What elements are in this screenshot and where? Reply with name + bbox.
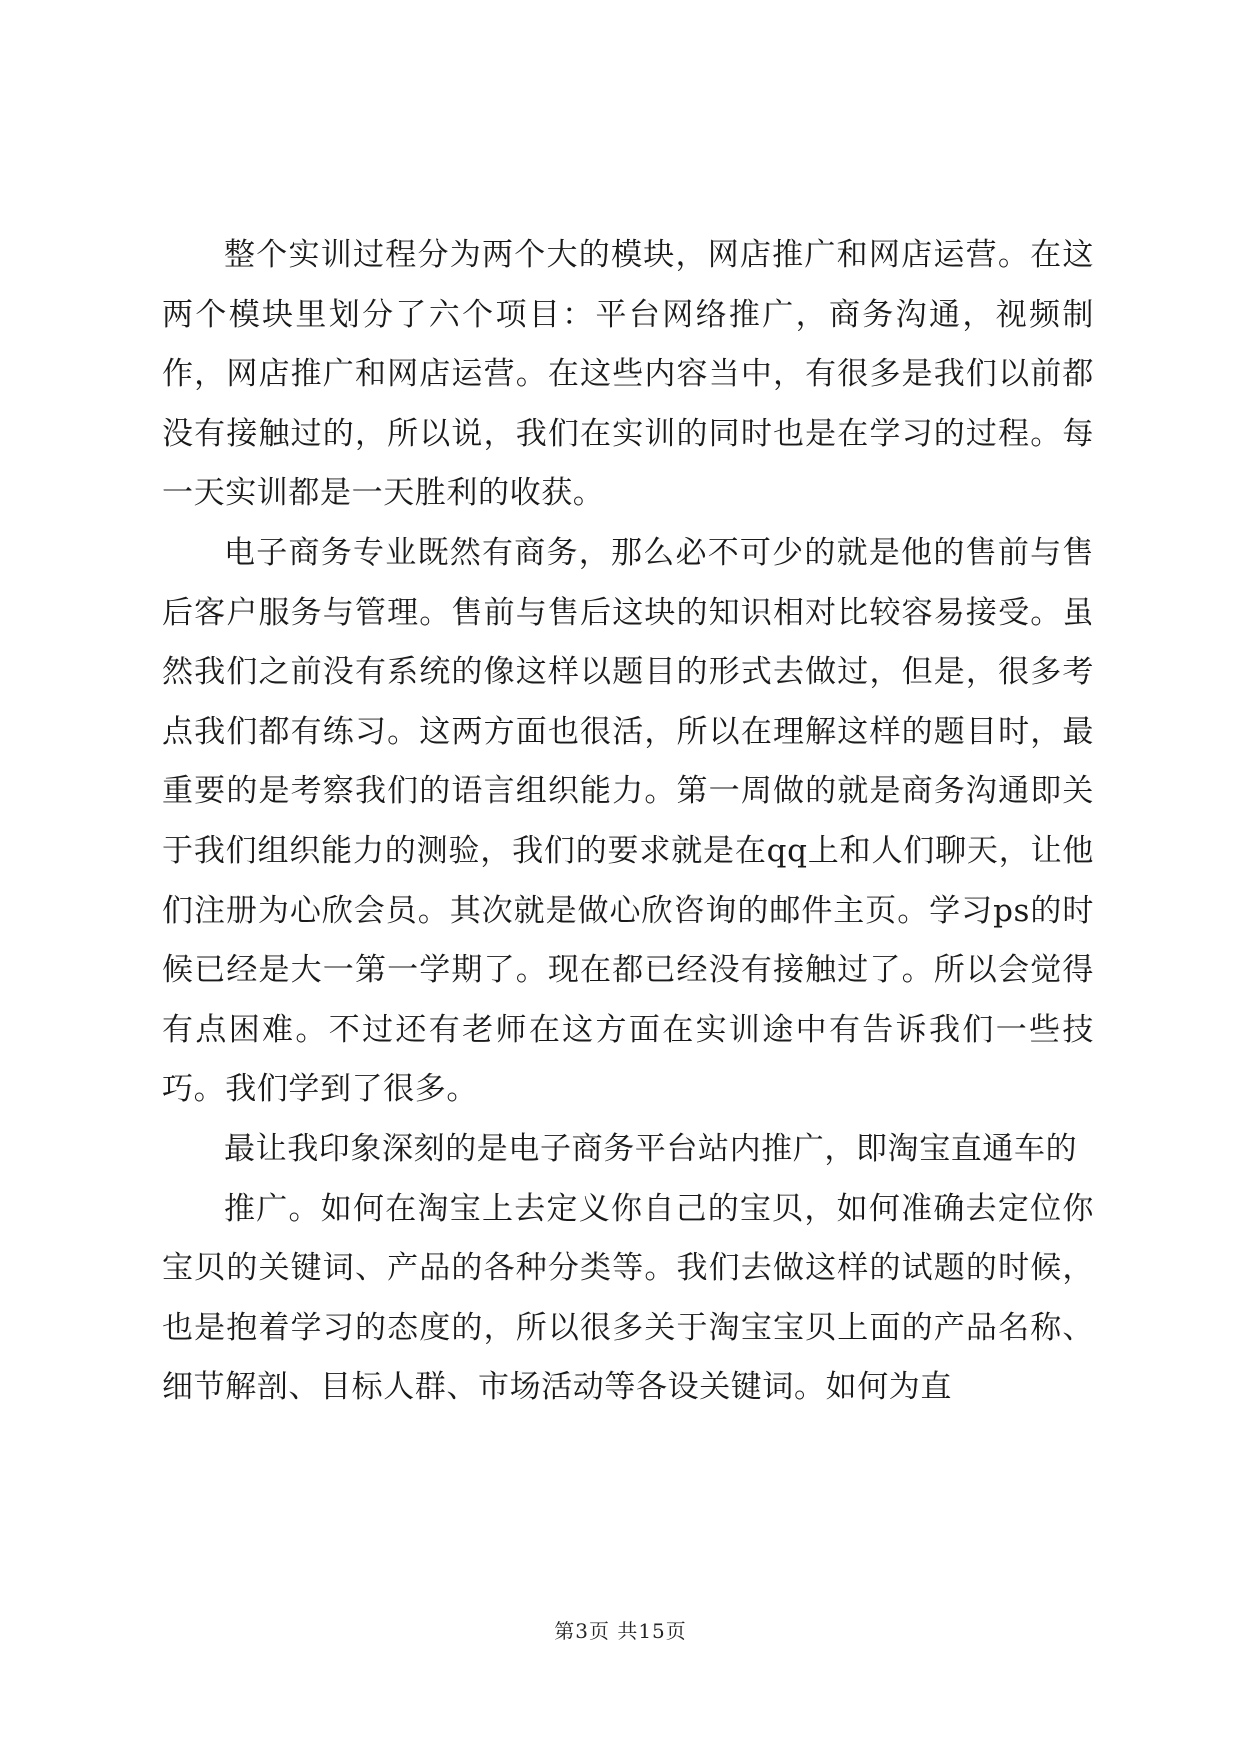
body-text — [162, 226, 1094, 1418]
paragraph-3: 最让我印象深刻的是电子商务平台站内推广，即淘宝直通车的 — [224, 1130, 1078, 1167]
paragraph-1: 整个实训过程分为两个大的模块，网店推广和网店运营。在这两个模块里划分了六个项目：平台网络推广，商务沟通，视频制作，网店推广和网店运营。在这些内容当中，有很多是我们以前都没有接触过的，所以说，我们在实训的同时也是在学习的过程。每一天实训都是一天胜利的收获。 — [162, 237, 1094, 512]
paragraph-4: 推广。如何在淘宝上去定义你自己的宝贝，如何准确去定位你宝贝的关键词、产品的各种分类等。我们去做这样的试题的时候，也是抱着学习的态度的，所以很多关于淘宝宝贝上面的产品名称、细节解剖、目标人群、市场活动等各设关键词。如何为直 — [162, 1190, 1094, 1406]
page-number-footer: 第3页 共15页 — [554, 1619, 687, 1643]
paragraph-2: 电子商务专业既然有商务，那么必不可少的就是他的售前与售后客户服务与管理。售前与售后这块的知识相对比较容易接受。虽然我们之前没有系统的像这样以题目的形式去做过，但是，很多考点我们都有练习。这两方面也很活，所以在理解这样的题目时，最重要的是考察我们的语言组织能力。第一周做的就是商务沟通即关于我们组织能力的测验，我们的要求就是在qq上和人们聊天，让他们注册为心欣会员。其次就是做心欣咨询的邮件主页。学习ps的时候已经是大一第一学期了。现在都已经没有接触过了。所以会觉得有点困难。不过还有老师在这方面在实训途中有告诉我们一些技巧。我们学到了很多。 — [162, 534, 1094, 1108]
